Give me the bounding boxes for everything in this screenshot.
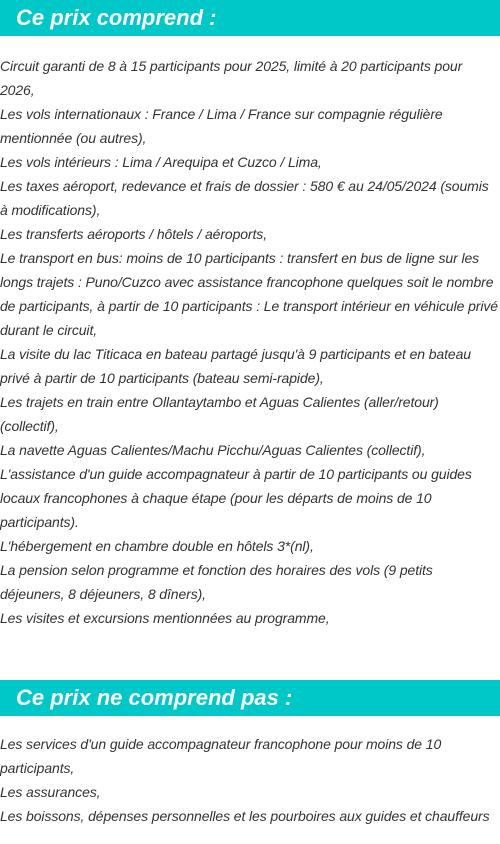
list-item: L'assistance d'un guide accompagnateur à partir de 10 participants ou guides locaux francophones à chaque étape (pour les départs de moins de 10 participants). <box>0 466 472 530</box>
list-item: Les transferts aéroports / hôtels / aéroports, <box>0 226 267 242</box>
list-item: Les services d'un guide accompagnateur francophone pour moins de 10 participants, <box>0 736 442 776</box>
list-item: La pension selon programme et fonction des horaires des vols (9 petits déjeuners, 8 déjeuners, 8 dîners), <box>0 562 433 602</box>
excluded-items-list <box>0 732 500 828</box>
list-item: Les taxes aéroport, redevance et frais de dossier : 580 € au 24/05/2024 (soumis à modifications), <box>0 178 489 218</box>
included-items-list <box>0 54 500 630</box>
list-item: Les trajets en train entre Ollantaytambo et Aguas Calientes (aller/retour) (collectif), <box>0 394 439 434</box>
list-item: Les visites et excursions mentionnées au programme, <box>0 610 330 626</box>
list-item: Le transport en bus: moins de 10 participants : transfert en bus de ligne sur les longs trajets : Puno/Cuzco avec assistance francophone quelques soit le nombre de participants, à partir de 10 participants : Le transport intérieur en véhicule privé durant le circuit, <box>0 250 498 338</box>
list-item: Les assurances, <box>0 784 101 800</box>
section-header-includes: Ce prix comprend : <box>0 0 500 36</box>
list-item: Les vols intérieurs : Lima / Arequipa et Cuzco / Lima, <box>0 154 322 170</box>
list-item: Les boissons, dépenses personnelles et les pourboires aux guides et chauffeurs <box>0 808 490 824</box>
list-item: La visite du lac Titicaca en bateau partagé jusqu'à 9 participants et en bateau privé à partir de 10 participants (bateau semi-rapide), <box>0 346 471 386</box>
section-header-excludes: Ce prix ne comprend pas : <box>0 680 500 716</box>
list-item: La navette Aguas Calientes/Machu Picchu/Aguas Calientes (collectif), <box>0 442 426 458</box>
list-item: L'hébergement en chambre double en hôtels 3*(nl), <box>0 538 314 554</box>
list-item: Les vols internationaux : France / Lima / France sur compagnie régulière mentionnée (ou autres), <box>0 106 443 146</box>
list-item: Circuit garanti de 8 à 15 participants pour 2025, limité à 20 participants pour 2026, <box>0 58 463 98</box>
